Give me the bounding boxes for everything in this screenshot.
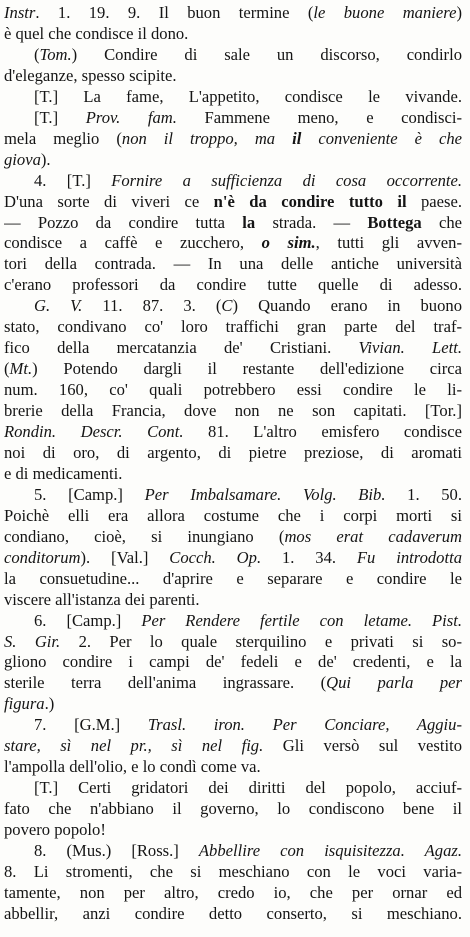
text-line: [4, 672, 462, 694]
text-segment: n'è da condire tutto il: [213, 191, 407, 211]
text-segment: 7. [G.M.]: [34, 715, 148, 735]
text-line: [4, 128, 462, 150]
text-line: [4, 400, 462, 422]
text-segment: Gli versò sul vestito: [263, 736, 462, 756]
text-line: [34, 840, 462, 862]
text-segment: tori della contrada. — In una delle antiche università: [4, 254, 462, 274]
text-segment: ).: [40, 149, 51, 169]
text-segment: fato che n'abbiano il governo, lo condiscono bene il: [4, 799, 462, 819]
text-segment: ). [Val.]: [80, 547, 170, 567]
text-segment: G. V.: [34, 296, 83, 316]
text-segment: 5. [Camp.]: [34, 484, 145, 504]
text-segment: mos erat cadaverum: [284, 526, 462, 546]
text-segment: 2. Per lo quale sterquilino e privati si so-: [60, 631, 462, 651]
text-line: [4, 903, 462, 925]
text-segment: Abbellire con isquisitezza. Agaz.: [198, 841, 462, 860]
text-segment: Fu introdotta: [356, 547, 462, 567]
text-segment: 4. [T.]: [34, 170, 112, 190]
text-line: [4, 819, 462, 841]
text-segment: , tutti gli avven-: [315, 233, 462, 253]
text-segment: la consuetudine... d'aprire e separare e condire le: [4, 568, 462, 588]
text-segment: ) Potendo dargli il restante dell'edizione circa: [32, 359, 462, 379]
text-line: [4, 526, 462, 548]
text-line: [4, 589, 462, 611]
text-line: [4, 65, 462, 87]
text-segment: S. Gir.: [4, 631, 61, 651]
text-segment: povero popolo!: [4, 820, 106, 839]
text-segment: strada. —: [255, 212, 368, 232]
text-segment: noi di oro, di argento, di pietre preziose, di aromati: [4, 442, 462, 462]
text-segment: 8. (Mus.) [Ross.]: [34, 841, 199, 860]
text-segment: . 1. 19. 9. Il buon termine (: [35, 3, 314, 22]
text-line: [4, 232, 462, 254]
text-segment: è quel che condisce il dono.: [4, 23, 189, 43]
text-segment: [T.] Certi gridatori dei diritti del popolo, acciuf-: [34, 778, 462, 798]
text-segment: giova: [4, 149, 41, 169]
text-line: [4, 651, 462, 673]
text-line: [34, 777, 462, 799]
text-line: [4, 631, 462, 653]
text-segment: fico della mercatanzia de' Cristiani.: [4, 338, 359, 358]
text-line: [4, 463, 462, 485]
text-segment: conveniente è che: [301, 128, 462, 148]
text-segment: d'eleganze, spesso scipite.: [4, 65, 177, 85]
text-segment: 1. 50.: [385, 484, 462, 504]
text-line: [4, 547, 462, 569]
text-segment: (: [34, 44, 40, 64]
text-line: [4, 442, 462, 464]
text-segment: D'una sorte di viveri ce: [4, 191, 214, 211]
text-segment: c'erano professori da condire tutte quelle di adesso.: [4, 275, 462, 295]
text-segment: ) Quando erano in buono: [232, 296, 462, 316]
text-segment: — Pozzo da condire tutta: [4, 212, 243, 232]
text-segment: Trasl. iron. Per Conciare, Aggiu-: [147, 715, 462, 735]
text-line: [4, 735, 462, 757]
text-line: [4, 2, 462, 24]
text-line: [4, 337, 462, 359]
text-segment: Prov. fam.: [85, 107, 177, 127]
text-line: [4, 505, 462, 527]
text-line: [4, 191, 462, 213]
text-line: [34, 714, 462, 736]
text-segment: mela meglio (: [4, 128, 122, 148]
text-line: [4, 421, 462, 443]
text-line: [34, 610, 462, 632]
text-segment: Mt.: [9, 359, 33, 379]
text-segment: Tom.: [39, 44, 72, 64]
text-segment: Bottega: [367, 212, 422, 232]
text-segment: ): [456, 3, 462, 22]
text-segment: Fammene meno, e condisci-: [176, 107, 462, 127]
text-segment: tamente, non per altro, credo io, che per ornar ed: [4, 882, 462, 902]
text-segment: condisce a caffè e zucchero,: [4, 233, 262, 253]
text-line: [4, 693, 462, 715]
text-segment: sterile terra dell'anima ingrassare. (: [4, 673, 327, 693]
text-segment: stare, sì nel pr., sì nel fig.: [4, 736, 264, 756]
text-segment: [T.] La fame, L'appetito, condisce le vivande.: [34, 86, 462, 106]
text-line: [34, 484, 462, 506]
text-segment: Instr: [4, 3, 36, 22]
text-line: [4, 568, 462, 590]
text-line: [4, 379, 462, 401]
text-segment: Vivian. Lett.: [358, 338, 462, 358]
text-segment: C: [221, 296, 233, 316]
text-segment: 8. Li stromenti, che si meschiano con le voci varia-: [4, 861, 462, 881]
text-segment: Poichè elli era allora costume che i corpi morti si: [4, 505, 462, 525]
text-segment: viscere all'istanza dei parenti.: [4, 589, 200, 609]
text-segment: condiano, cioè, si inungiano (: [4, 526, 285, 546]
text-line: [34, 170, 462, 192]
text-line: [4, 798, 462, 820]
text-segment: Rondin. Descr. Cont.: [4, 422, 184, 441]
text-segment: ) Condire di sale un discorso, condirlo: [71, 44, 462, 64]
text-segment: il: [292, 128, 302, 148]
text-segment: conditorum: [4, 547, 81, 567]
text-segment: 6. [Camp.]: [34, 610, 142, 630]
text-line: [34, 107, 462, 129]
text-segment: brerie della Francia, dove non ne son capitati. [Tor.]: [4, 401, 462, 421]
text-segment: [T.]: [34, 107, 86, 127]
text-segment: e di medicamenti.: [4, 463, 123, 483]
text-segment: 11. 87. 3. (: [82, 296, 222, 316]
text-segment: Per Rendere fertile con letame. Pist.: [141, 610, 462, 630]
text-segment: la: [242, 212, 256, 232]
text-segment: 1. 34.: [261, 547, 357, 567]
text-segment: 81. L'altro emisfero condisce: [183, 422, 462, 441]
text-segment: Per Imbalsamare. Volg. Bib.: [144, 484, 386, 504]
text-line: [4, 861, 462, 883]
text-line: [4, 149, 462, 171]
text-segment: figura: [4, 694, 45, 714]
text-segment: .): [44, 694, 55, 714]
text-segment: paese.: [406, 191, 462, 211]
text-segment: num. 160, co' quali potrebbero essi condire le li-: [4, 380, 462, 400]
text-line: [4, 274, 462, 296]
text-segment: l'ampolla dell'olio, e lo condì come va.: [4, 757, 261, 777]
text-line: [4, 316, 462, 338]
text-segment: Qui parla per: [326, 673, 462, 693]
text-line: [4, 23, 462, 45]
text-line: [4, 253, 462, 275]
text-segment: (: [4, 359, 10, 379]
text-segment: le buone maniere: [313, 3, 457, 22]
text-segment: stato, condivano co' loro traffichi gran parte del traf-: [4, 317, 462, 337]
text-segment: Fornire a sufficienza di cosa occorrente.: [111, 170, 462, 190]
text-segment: Cocch. Op.: [169, 547, 262, 567]
text-line: [4, 756, 462, 778]
text-line: [34, 44, 462, 66]
text-line: [34, 295, 462, 317]
text-segment: abbellir, anzi condire detto conserto, si meschiano.: [4, 903, 462, 923]
text-segment: o sim.: [261, 233, 316, 253]
text-line: [4, 212, 462, 234]
text-segment: che: [421, 212, 462, 232]
text-segment: gliono condire i campi de' fedeli e de' credenti, e la: [4, 652, 462, 672]
text-segment: non il troppo, ma: [121, 128, 293, 148]
text-line: [4, 358, 462, 380]
text-line: [34, 86, 462, 108]
text-line: [4, 882, 462, 904]
